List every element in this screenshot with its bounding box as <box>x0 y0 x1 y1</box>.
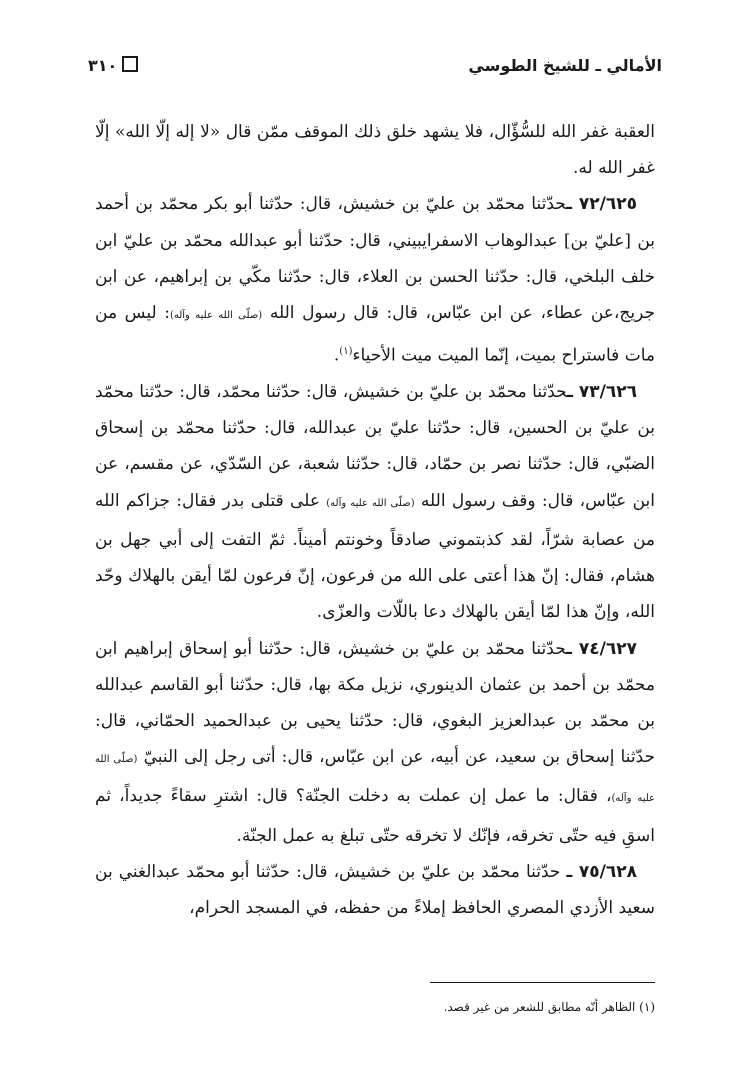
hadith-625 <box>95 186 655 374</box>
hadith-625-number: ٧٢/٦٢٥ ـ <box>566 194 637 215</box>
hadith-627-matn: ، فقال: ما عمل إن عملت به دخلت الجنّة؟ قال: اشترِ سقاءً جديداً، ثم اسقِ فيه حتّى تخرقه، فإنّك لا تخرقه حتّى تبلغ به عمل الجنّة. <box>95 786 655 846</box>
hadith-625-end: . <box>333 345 340 366</box>
hadith-628-number: ٧٥/٦٢٨ ـ <box>566 861 637 882</box>
hadith-625-chain: حدّثنا محمّد بن عليّ بن خشيش، قال: حدّثنا أبو بكر محمّد بن أحمد بن [عليّ بن] عبدالوهاب الاسفرايبيني، قال: حدّثنا أبو عبدالله محمّد بن عليّ ابن خلف البلخي، قال: حدّثنا الحسن بن العلاء، قال: حدّثنا مكّي بن إبراهيم، عن ابن جريج،عن عطاء، عن ابن عبّاس، قال: قال رسول الله <box>95 194 656 324</box>
page-header <box>88 56 662 86</box>
hadith-626-number: ٧٣/٦٢٦ ـ <box>567 382 638 403</box>
page-number-box-icon <box>122 56 138 72</box>
hadith-626-salawat: (صلّى الله عليه وآله) <box>326 497 415 509</box>
hadith-627-salawat: (صلّى الله عليه وآله) <box>95 754 655 805</box>
footnote-marker[interactable]: (١) <box>339 346 353 358</box>
hadith-626 <box>95 374 655 630</box>
footnote: (١) الظاهر أنّه مطابق للشعر من غير قصد. <box>443 1000 655 1014</box>
hadith-626-chain: حدّثنا محمّد بن عليّ بن خشيش، قال: حدّثنا محمّد، قال: حدّثنا محمّد بن عليّ بن الحسين، قال: حدّثنا عليّ بن عبدالله، قال: حدّثنا محمّد بن إسحاق الضبّي، قال: حدّثنا نصر بن حمّاد، قال: حدّثنا شعبة، عن السّدّي، عن مقسم، عن ابن عبّاس، قال: وقف رسول الله <box>95 382 655 511</box>
body-text <box>95 114 655 926</box>
hadith-626-matn: على قتلى بدر فقال: جزاكم الله من عصابة شرّاً، لقد كذبتموني صادقاً وخونتم أميناً. ثمّ التفت إلى أبي جهل بن هشام، فقال: إنّ هذا أعتى على الله من فرعون، إنّ فرعون لمّا أيقن بالهلاك وحّد الله، وإنّ هذا لمّا أيقن بالهلاك دعا باللّات والعزّى. <box>95 490 655 623</box>
hadith-628 <box>95 854 655 926</box>
footnote-divider <box>430 982 655 983</box>
running-title: الأمالي ـ للشيخ الطوسي <box>468 56 662 75</box>
page-number-value: ٣١٠ <box>88 56 118 75</box>
hadith-628-chain: حدّثنا محمّد بن عليّ بن خشيش، قال: حدّثنا أبو محمّد عبدالغني بن سعيد الأزدي المصري الحافظ إملاءً من حفظه، في المسجد الحرام، <box>95 861 655 918</box>
hadith-627-chain: حدّثنا محمّد بن عليّ بن خشيش، قال: حدّثنا أبو إسحاق إبراهيم ابن محمّد بن أحمد بن عثمان الدينوري، نزيل مكة بها، قال: حدّثنا أبو القاسم عبدالله بن محمّد بن عبدالعزيز البغوي، قال: حدّثنا يحيى بن عبدالحميد الحمّاني، قال: حدّثنا إسحاق بن سعيد، عن أبيه، عن ابن عبّاس، قال: أتى رجل إلى النبيّ <box>95 638 656 768</box>
page-number <box>88 56 138 75</box>
hadith-625-salawat: (صلّى الله عليه وآله) <box>169 310 263 322</box>
intro-paragraph: العقبة غفر الله للسُّؤّال، فلا يشهد خلق ذلك الموقف ممّن قال «لا إله إلّا الله» إلّا غفر الله له. <box>95 122 655 179</box>
hadith-627 <box>95 631 655 854</box>
hadith-627-number: ٧٤/٦٢٧ ـ <box>566 638 637 659</box>
hadith-625-matn: : ليس من مات فاستراح بميت، إنّما الميت ميت الأحياء <box>95 303 655 366</box>
